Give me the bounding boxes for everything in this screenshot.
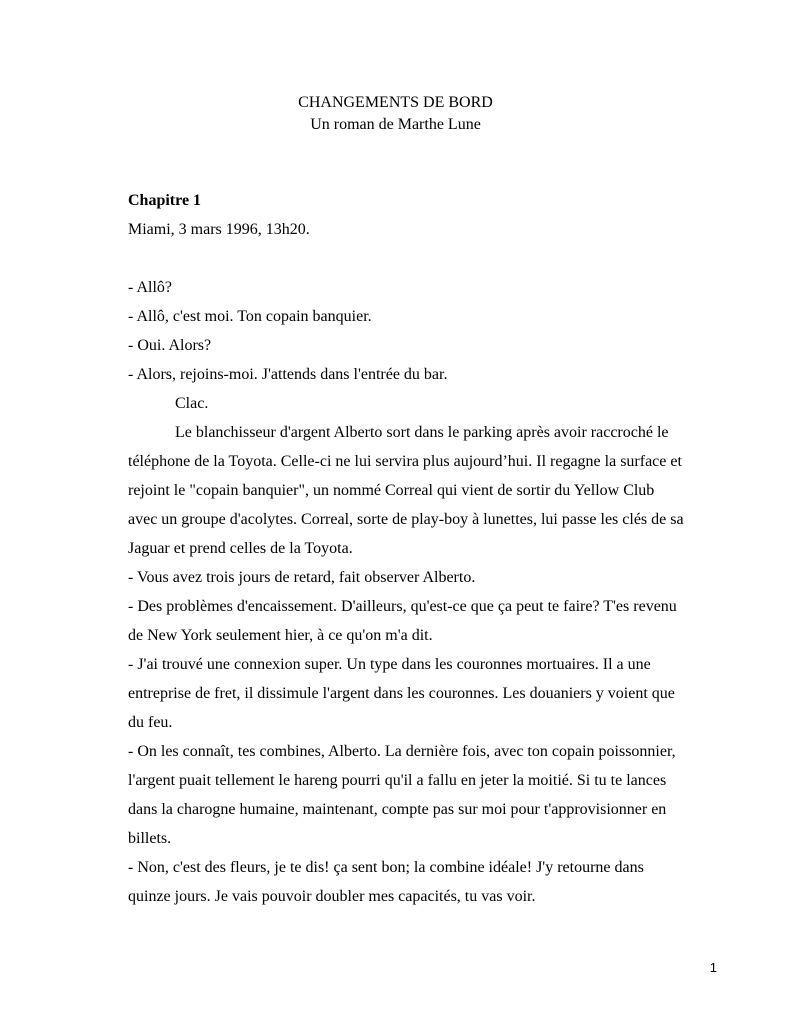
paragraph-line: du feu. [128,714,173,731]
blank-line [128,244,728,273]
body-text [128,186,728,911]
paragraph-line: - Allô? [128,279,172,296]
book-subtitle: Un roman de Marthe Lune [310,116,481,133]
paragraph-line: quinze jours. Je vais pouvoir doubler mes capacités, tu vas voir. [128,888,536,905]
paragraph-line: - Des problèmes d'encaissement. D'ailleurs, qu'est-ce que ça peut te faire? T'es revenu [128,598,677,615]
paragraph-line: - On les connaît, tes combines, Alberto. La dernière fois, avec ton copain poissonnier, [128,743,676,760]
dateline: Miami, 3 mars 1996, 13h20. [128,221,310,238]
paragraph-line: - Oui. Alors? [128,337,212,354]
chapter-heading: Chapitre 1 [128,192,202,209]
paragraph-line: - Non, c'est des fleurs, je te dis! ça sent bon; la combine idéale! J'y retourne dans [128,859,644,876]
paragraph-line: de New York seulement hier, à ce qu'on m'a dit. [128,627,433,644]
paragraph-line: - Vous avez trois jours de retard, fait observer Alberto. [128,569,476,586]
paragraph-line: - Alors, rejoins-moi. J'attends dans l'entrée du bar. [128,366,448,383]
paragraph-line: Jaguar et prend celles de la Toyota. [128,540,353,557]
paragraph-line: - J'ai trouvé une connexion super. Un type dans les couronnes mortuaires. Il a une [128,656,651,673]
paragraph-line: avec un groupe d'acolytes. Correal, sorte de play-boy à lunettes, lui passe les clés de sa [128,511,684,528]
page-number: 1 [709,960,717,975]
paragraph-line: billets. [128,830,172,847]
paragraph-line: l'argent puait tellement le hareng pourri qu'il a fallu en jeter la moitié. Si tu te lances [128,772,667,789]
book-title: CHANGEMENTS DE BORD [298,94,493,111]
paragraph-line: Clac. [175,395,209,412]
paragraph-line: Le blanchisseur d'argent Alberto sort dans le parking après avoir raccroché le [175,424,669,441]
paragraph-line: téléphone de la Toyota. Celle-ci ne lui servira plus aujourd’hui. Il regagne la surface et [128,453,682,470]
title-block [0,92,791,136]
paragraph-line: entreprise de fret, il dissimule l'argent dans les couronnes. Les douaniers y voient que [128,685,675,702]
paragraph-line: - Allô, c'est moi. Ton copain banquier. [128,308,372,325]
paragraph-line: rejoint le "copain banquier", un nommé Correal qui vient de sortir du Yellow Club [128,482,655,499]
paragraph-line: dans la charogne humaine, maintenant, compte pas sur moi pour t'approvisionner en [128,801,667,818]
